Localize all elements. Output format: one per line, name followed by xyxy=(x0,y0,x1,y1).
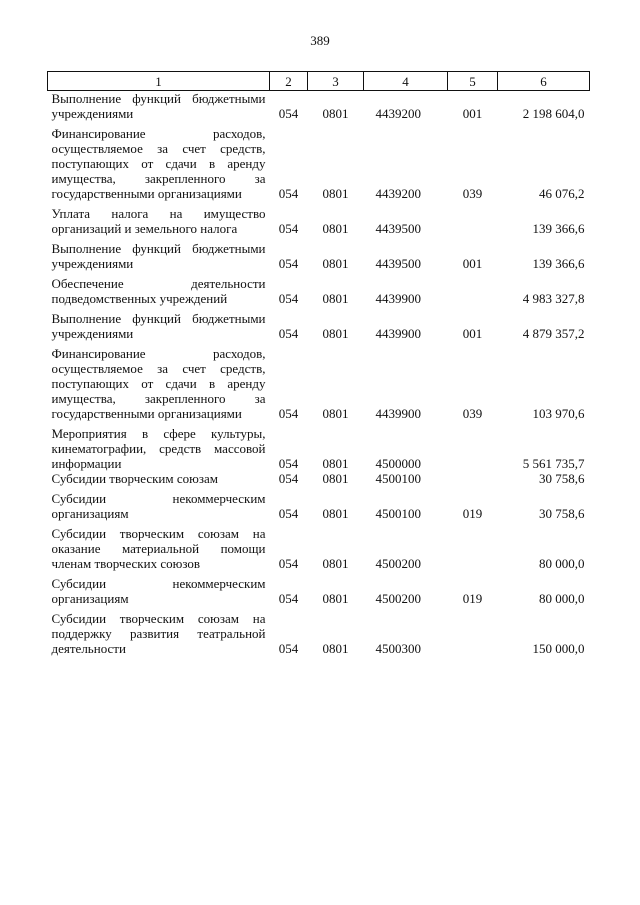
row-target-cell: 4439900 xyxy=(375,406,421,421)
row-target-cell: 4439200 xyxy=(375,186,421,201)
row-section-cell: 0801 xyxy=(322,406,349,421)
row-expense-type-cell xyxy=(448,271,498,306)
row-expense-type-cell: 019 xyxy=(462,506,483,521)
row-amount-cell: 80 000,0 xyxy=(539,591,585,606)
row-ved-cell: 054 xyxy=(278,291,299,306)
row-ved-cell: 054 xyxy=(278,556,299,571)
table-row xyxy=(48,121,590,201)
row-name-cell: Субсидии некоммерческим организациям xyxy=(51,491,266,521)
table-header-row xyxy=(48,72,590,91)
row-section-cell: 0801 xyxy=(322,186,349,201)
row-amount-cell: 2 198 604,0 xyxy=(522,106,585,121)
row-expense-type-cell xyxy=(448,421,498,471)
row-amount-cell: 46 076,2 xyxy=(539,186,585,201)
row-name-cell: Финансирование расходов, осуществляемое за счет средств, поступающих от сдачи в аренду имущества, закрепленного за государственными организациями xyxy=(51,346,266,421)
table-row xyxy=(48,571,590,606)
column-header-6: 6 xyxy=(498,72,590,91)
row-section-cell: 0801 xyxy=(322,326,349,341)
row-target-cell: 4500300 xyxy=(375,641,421,656)
row-amount-cell: 5 561 735,7 xyxy=(522,456,585,471)
column-header-4: 4 xyxy=(364,72,448,91)
row-section-cell: 0801 xyxy=(322,291,349,306)
row-amount-cell: 150 000,0 xyxy=(532,641,585,656)
row-target-cell: 4500000 xyxy=(375,456,421,471)
row-expense-type-cell xyxy=(448,201,498,236)
column-header-5: 5 xyxy=(448,72,498,91)
row-ved-cell: 054 xyxy=(278,591,299,606)
row-expense-type-cell xyxy=(448,606,498,656)
row-amount-cell: 139 366,6 xyxy=(532,256,585,271)
row-target-cell: 4500200 xyxy=(375,591,421,606)
row-amount-cell: 139 366,6 xyxy=(532,221,585,236)
row-target-cell: 4439500 xyxy=(375,221,421,236)
row-name-cell: Субсидии творческим союзам на поддержку развития театральной деятельности xyxy=(51,611,266,656)
row-amount-cell: 30 758,6 xyxy=(539,471,585,486)
row-target-cell: 4500200 xyxy=(375,556,421,571)
row-expense-type-cell xyxy=(448,471,498,486)
table-row xyxy=(48,606,590,656)
row-section-cell: 0801 xyxy=(322,221,349,236)
table-row xyxy=(48,271,590,306)
row-name-cell: Субсидии творческим союзам на оказание материальной помощи членам творческих союзов xyxy=(51,526,266,571)
row-section-cell: 0801 xyxy=(322,506,349,521)
table-row xyxy=(48,236,590,271)
row-amount-cell: 80 000,0 xyxy=(539,556,585,571)
row-amount-cell: 30 758,6 xyxy=(539,506,585,521)
table-row xyxy=(48,486,590,521)
table-row xyxy=(48,91,590,122)
row-name-cell: Выполнение функций бюджетными учреждениями xyxy=(51,311,266,341)
row-ved-cell: 054 xyxy=(278,221,299,236)
row-expense-type-cell: 039 xyxy=(462,406,483,421)
row-target-cell: 4439200 xyxy=(375,106,421,121)
row-expense-type-cell: 039 xyxy=(462,186,483,201)
row-expense-type-cell xyxy=(448,521,498,571)
table-row xyxy=(48,421,590,471)
row-section-cell: 0801 xyxy=(322,556,349,571)
table-row xyxy=(48,201,590,236)
row-ved-cell: 054 xyxy=(278,506,299,521)
row-amount-cell: 4 879 357,2 xyxy=(522,326,585,341)
row-section-cell: 0801 xyxy=(322,471,349,486)
row-target-cell: 4439900 xyxy=(375,291,421,306)
row-section-cell: 0801 xyxy=(322,106,349,121)
row-ved-cell: 054 xyxy=(278,641,299,656)
row-ved-cell: 054 xyxy=(278,456,299,471)
table-row xyxy=(48,341,590,421)
row-target-cell: 4500100 xyxy=(375,471,421,486)
row-expense-type-cell: 001 xyxy=(462,256,483,271)
row-section-cell: 0801 xyxy=(322,591,349,606)
table-row xyxy=(48,521,590,571)
row-ved-cell: 054 xyxy=(278,256,299,271)
row-ved-cell: 054 xyxy=(278,406,299,421)
row-name-cell: Обеспечение деятельности подведомственных учреждений xyxy=(51,276,266,306)
row-name-cell: Уплата налога на имущество организаций и земельного налога xyxy=(51,206,266,236)
row-section-cell: 0801 xyxy=(322,256,349,271)
row-name-cell: Мероприятия в сфере культуры, кинематографии, средств массовой информации xyxy=(51,426,266,471)
row-section-cell: 0801 xyxy=(322,456,349,471)
row-ved-cell: 054 xyxy=(278,106,299,121)
table-row xyxy=(48,471,590,486)
row-target-cell: 4439500 xyxy=(375,256,421,271)
column-header-2: 2 xyxy=(270,72,308,91)
row-name-cell: Субсидии творческим союзам xyxy=(51,471,218,486)
row-name-cell: Выполнение функций бюджетными учреждениями xyxy=(51,241,266,271)
budget-table xyxy=(47,71,590,656)
row-expense-type-cell: 001 xyxy=(462,326,483,341)
column-header-1: 1 xyxy=(48,72,270,91)
row-name-cell: Финансирование расходов, осуществляемое за счет средств, поступающих от сдачи в аренду имущества, закрепленного за государственными организациями xyxy=(51,126,266,201)
table-body xyxy=(48,91,590,657)
row-ved-cell: 054 xyxy=(278,471,299,486)
row-name-cell: Субсидии некоммерческим организациям xyxy=(51,576,266,606)
row-expense-type-cell: 001 xyxy=(462,106,483,121)
column-header-3: 3 xyxy=(308,72,364,91)
table-row xyxy=(48,306,590,341)
row-target-cell: 4439900 xyxy=(375,326,421,341)
row-ved-cell: 054 xyxy=(278,186,299,201)
page-number: 389 xyxy=(310,33,330,48)
row-ved-cell: 054 xyxy=(278,326,299,341)
row-name-cell: Выполнение функций бюджетными учреждениями xyxy=(51,91,266,121)
row-amount-cell: 4 983 327,8 xyxy=(522,291,585,306)
row-section-cell: 0801 xyxy=(322,641,349,656)
row-expense-type-cell: 019 xyxy=(462,591,483,606)
row-amount-cell: 103 970,6 xyxy=(532,406,585,421)
row-target-cell: 4500100 xyxy=(375,506,421,521)
